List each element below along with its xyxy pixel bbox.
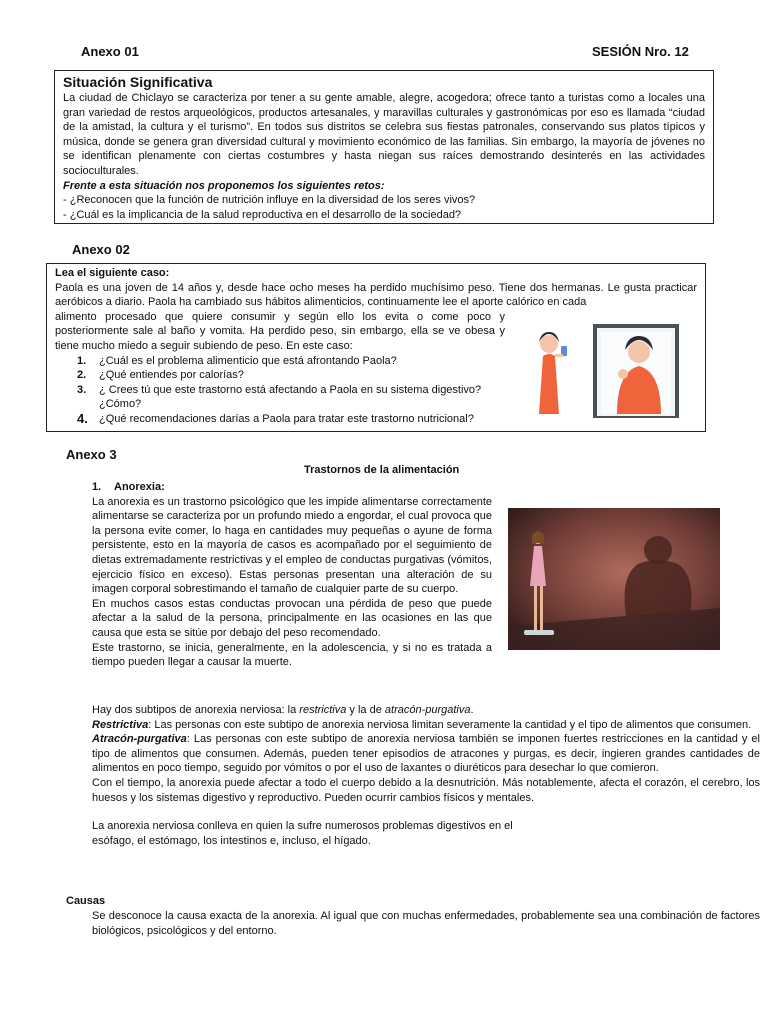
causes-label: Causas bbox=[66, 895, 106, 907]
causes-text: Se desconoce la causa exacta de la anorexia. Al igual que con muchas enfermedades, probablemente sea una combinación de factores biológicos, psicológicos y del entorno. bbox=[92, 910, 760, 937]
subtypes-section bbox=[92, 703, 760, 848]
challenge-2: - ¿Cuál es la implicancia de la salud reproductiva en el desarrollo de la sociedad? bbox=[63, 208, 462, 221]
situation-title: Situación Significativa bbox=[63, 74, 213, 90]
question-4: 4. ¿Qué recomendaciones darías a Paola para tratar este trastorno nutricional? bbox=[77, 410, 474, 426]
anorexia-paragraph-3: Este trastorno, se inicia, generalmente, en la adolescencia, y si no es tratada a tiempo pueden llegar a causar la muerte. bbox=[92, 641, 492, 669]
annex-3-title: Trastornos de la alimentación bbox=[304, 464, 460, 476]
question-1: 1. ¿Cuál es el problema alimenticio que está afrontando Paola? bbox=[77, 354, 397, 367]
question-3: 3. ¿ Crees tú que este trastorno está afectando a Paola en su sistema digestivo? ¿Cómo? bbox=[77, 383, 482, 411]
session-number: SESIÓN Nro. 12 bbox=[592, 44, 689, 59]
case-questions bbox=[77, 354, 507, 427]
challenges-intro: Frente a esta situación nos proponemos los siguientes retos: bbox=[63, 179, 385, 192]
subtypes-intro: Hay dos subtipos de anorexia nerviosa: la restrictiva y la de atracón-purgativa. bbox=[92, 704, 474, 716]
purgativa-paragraph: Atracón-purgativa: Las personas con este subtipo de anorexia nerviosa también se imponen fuertes restricciones en la cantidad y el tipo de alimentos que consumen. Además, pueden tener episodios de atracones y purgas, es decir, ingieren grandes cantidades de alimentos en poco tiempo, seguido por vómitos o por el uso de laxantes o diuréticos para desechar lo que comieron. bbox=[92, 733, 760, 775]
annex-01-label: Anexo 01 bbox=[81, 44, 139, 59]
anorexia-paragraph-2: En muchos casos estas conductas provocan una pérdida de peso que puede afectar a la salud de la persona, principalmente en las ocasiones en las que causa que esta se sitúe por debajo del peso recomendado. bbox=[92, 597, 492, 639]
case-text-1: Paola es una joven de 14 años y, desde hace ocho meses ha perdido muchísimo peso. Tiene dos hermanas. Le gusta practicar aeróbicos a diario. Paola ha cambiado sus hábitos alimenticios, continuamente lee el aporte calórico en cada bbox=[55, 281, 697, 309]
situation-body: La ciudad de Chiclayo se caracteriza por tener a su gente amable, alegre, acogedora; ofrece tanto a turistas como a locales una gran variedad de restos arqueológicos, productos artesanales, y maravillas culturales y gastronómicas por eso es llamada “ciudad de la amistad, la cultura y el turismo”. En todos sus distritos se celebra sus fiestas patronales, conservando sus platos típicos y música, donde se genera gran diversidad cultural y movimiento económico de las familias. Sin embargo, la mayoría de jóvenes no se identifican plenamente con ciertas costumbres y hasta niegan sus raíces demostrando desinterés en las actividades socioculturales. bbox=[63, 92, 705, 177]
case-box bbox=[46, 263, 706, 432]
challenge-1: - ¿Reconocen que la función de nutrición influye en la diversidad de los seres vivos? bbox=[63, 194, 476, 207]
anorexia-section bbox=[92, 480, 492, 670]
situation-box bbox=[54, 70, 714, 224]
mirror-illustration bbox=[521, 322, 681, 418]
case-title: Lea el siguiente caso: bbox=[55, 267, 170, 279]
anorexia-paragraph-1: La anorexia es un trastorno psicológico que les impide alimentarse correctamente alimentarse se caracteriza por un profundo miedo a engordar, el cual provoca que la persona evite comer, lo haga en cantidades muy pequeñas o ayune de forma persistente, esto en la mayoría de casos es acompañado por el seguimiento de dietas extremadamente restrictivas y el empleo de conductas purgativas (vómitos, ejercicio físico en exceso). Estas personas presentan una alteración de su imagen corporal sobrestimando el tamaño de cualquier parte de su cuerpo. bbox=[92, 495, 492, 596]
restrictiva-paragraph: Restrictiva: Las personas con este subtipo de anorexia nerviosa limitan severamente la cantidad y el tipo de alimentos que consumen. bbox=[92, 718, 752, 731]
annex-3-label: Anexo 3 bbox=[66, 447, 117, 462]
digestive-line-2: esófago, el estómago, los intestinos e, incluso, el hígado. bbox=[92, 834, 371, 847]
question-2: 2. ¿Qué entiendes por calorías? bbox=[77, 369, 244, 382]
anorexia-photo bbox=[508, 508, 720, 650]
annex-02-label: Anexo 02 bbox=[72, 242, 130, 257]
digestive-line-1: La anorexia nerviosa conlleva en quien la sufre numerosos problemas digestivos en el bbox=[92, 820, 513, 833]
effects-paragraph: Con el tiempo, la anorexia puede afectar a todo el cuerpo debido a la desnutrición. Más notablemente, afecta el corazón, el cerebro, los huesos y los sistemas digestivo y reproductivo. Pueden ocurrir cambios físicos y mentales. bbox=[92, 776, 760, 804]
anorexia-heading: 1. Anorexia: bbox=[92, 481, 165, 493]
case-text-2: alimento procesado que quiere consumir y según ello los evita o come poco y posteriormente sale al baño y vomita. Ha perdido peso, sin embargo, ella se ve obesa y tiene mucho miedo a seguir subiendo de peso. En este caso: bbox=[55, 310, 505, 352]
